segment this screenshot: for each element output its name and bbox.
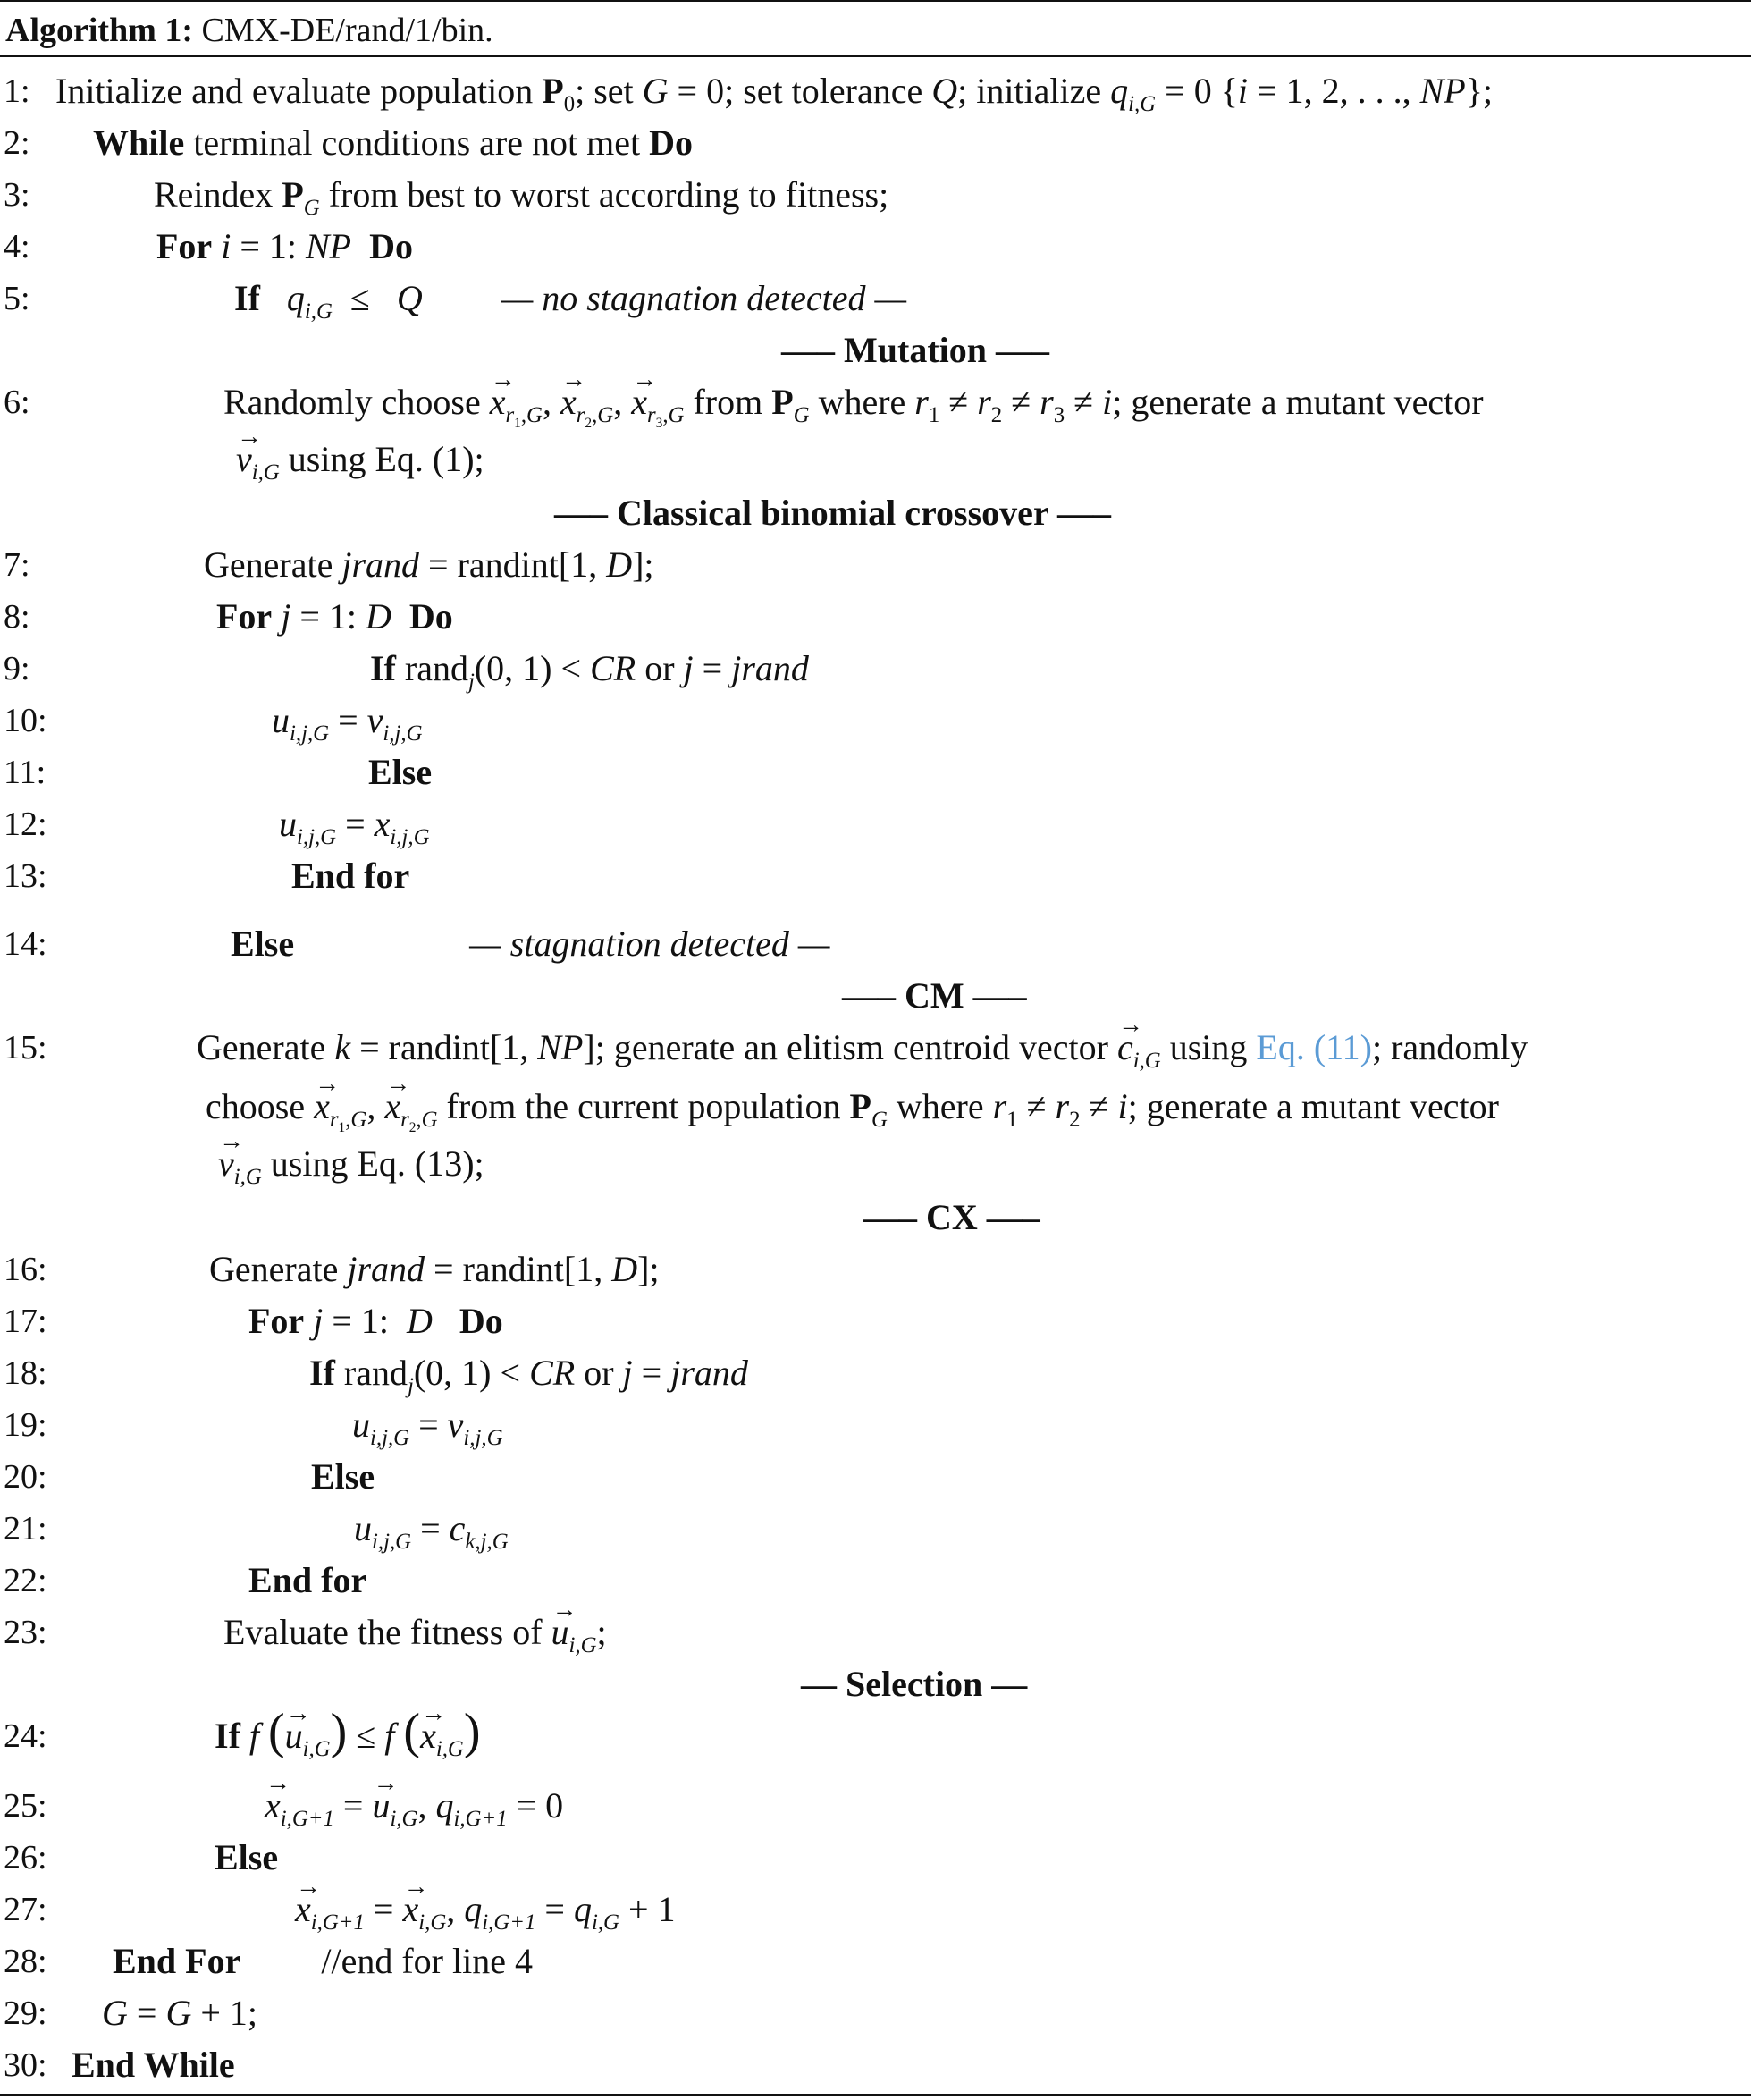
line-11: Else [368,752,433,792]
line-number: 22: [4,1562,47,1599]
line-18: If rand$_j$(0, 1) < CR or j = jrand [309,1353,748,1398]
line-number: 10: [4,702,47,739]
line-6-cont: → $v_{i,G}$ using Eq. (1); [236,438,484,485]
line-15: Generate k = randint[1, NP]; generate an elitism centroid vector → $c_{i,G}$ using Eq. (11); randomly [197,1026,1528,1074]
line-number: 28: [4,1943,47,1980]
line-number: 8: [4,598,30,636]
line-10: $u_{i,j,G} = v_{i,j,G}$ [272,700,423,746]
section-cx: —– CX —– [863,1197,1040,1237]
eq-11-link[interactable]: Eq. (11) [1256,1027,1372,1067]
line-22: End for [248,1560,367,1600]
line-number: 4: [4,228,30,266]
line-27: → $x_{i,G+1}$ = → $x_{i,G}$, $q_{i,G+1} = q_{i,G} + 1$ [295,1888,676,1936]
line-number: 13: [4,857,47,895]
line-number: 9: [4,650,30,687]
algorithm-label: Algorithm 1: [5,12,194,49]
line-7: Generate jrand = randint[1, D]; [204,544,654,585]
caption-rule [0,55,1751,57]
line-17: For j = 1: D Do [248,1301,503,1341]
algorithm-name: CMX-DE/rand/1/bin. [201,12,493,49]
line-13: End for [291,856,410,896]
section-cm: —– CM —– [842,975,1027,1016]
line-23: Evaluate the fitness of → $u_{i,G}$; [223,1611,607,1658]
line-16: Generate jrand = randint[1, D]; [209,1249,660,1289]
line-6: Randomly choose → $x_{r_1,G}$, → $x_{r_2,G}$, → $x_{r_3,G}$ from $P_G$ where $r_1 \ne r_2 \ne r_3 \ne i$; generate a mutant vector [223,381,1484,432]
line-number: 18: [4,1354,47,1392]
line-number: 20: [4,1458,47,1496]
line-5: If $q_{i,G} \le Q$ — no stagnation detected — [234,278,907,324]
line-14: Else — stagnation detected — [231,923,830,964]
line-number: 14: [4,925,47,963]
line-12: $u_{i,j,G} = x_{i,j,G}$ [279,804,430,849]
line-24: If f (→ $u_{i,G}) \le f$ (→ $x_{i,G}$) [215,1715,480,1762]
line-number: 16: [4,1251,47,1288]
line-30: End While [72,2045,235,2085]
line-number: 2: [4,124,30,162]
line-number: 17: [4,1303,47,1340]
line-20: Else [311,1456,375,1497]
line-1: Initialize and evaluate population $P_0$; set G = 0; set tolerance Q; initialize $q_{i,G} = 0$ {i = 1, 2, . . ., NP}; [55,71,1494,116]
algorithm-caption [5,11,493,50]
line-number: 19: [4,1406,47,1444]
bottom-rule [0,2094,1751,2096]
line-number: 15: [4,1029,47,1067]
line-number: 3: [4,176,30,214]
line-28: End For //end for line 4 [113,1941,533,1981]
line-number: 6: [4,384,30,421]
top-rule [0,0,1751,2]
line-number: 30: [4,2046,47,2084]
line-19: $u_{i,j,G} = v_{i,j,G}$ [352,1404,503,1450]
line-number: 29: [4,1995,47,2032]
line-number: 27: [4,1891,47,1928]
line-15-cont2: → $v_{i,G}$ using Eq. (13); [218,1143,484,1190]
line-4: For i = 1: NP Do [156,226,413,266]
line-number: 7: [4,546,30,584]
line-25: → $x_{i,G+1}$ = → $u_{i,G}$, $q_{i,G+1} = 0$ [265,1784,563,1832]
line-9: If rand$_j$(0, 1) < CR or j = jrand [370,648,809,694]
section-mutation: —– Mutation —– [781,330,1049,370]
line-26: Else [215,1837,279,1877]
section-crossover: —– Classical binomial crossover —– [554,493,1111,533]
line-21: $u_{i,j,G} = c_{k,j,G}$ [354,1508,509,1554]
line-29: G = G + 1; [102,1993,258,2033]
line-number: 24: [4,1717,47,1755]
line-number: 11: [4,754,46,791]
line-number: 12: [4,805,47,843]
line-2: While terminal conditions are not met Do [93,122,693,163]
line-number: 23: [4,1614,47,1651]
line-3: Reindex $P_G$ from best to worst according to fitness; [154,174,889,220]
line-8: For j = 1: D Do [216,596,453,637]
line-15-cont: choose → $x_{r_1,G}$, → $x_{r_2,G}$ from the current population $P_G$ where $r_1 \ne r_2 \ne i$; generate a mutant vector [206,1085,1499,1136]
line-number: 1: [4,72,30,110]
line-number: 25: [4,1787,47,1825]
line-number: 5: [4,280,30,317]
line-number: 21: [4,1510,47,1548]
line-number: 26: [4,1839,47,1877]
section-selection: — Selection — [801,1664,1028,1704]
